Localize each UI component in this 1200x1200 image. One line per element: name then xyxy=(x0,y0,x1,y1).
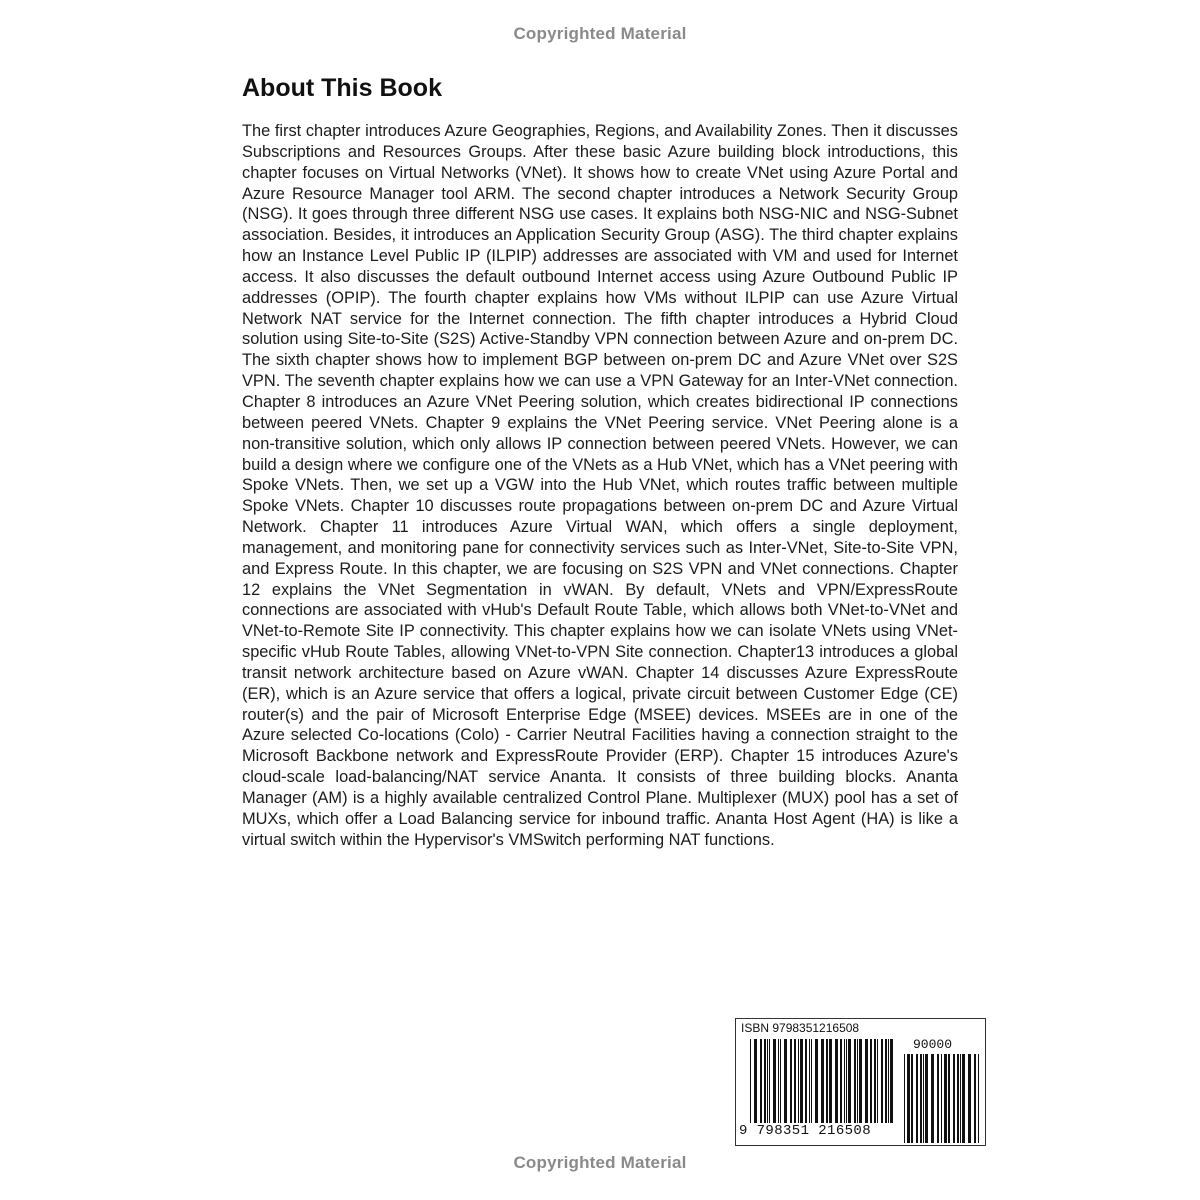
barcode-bar-2 xyxy=(911,1054,913,1143)
barcode-bar-25 xyxy=(848,1039,851,1134)
barcode-bar-31 xyxy=(874,1039,876,1134)
barcode-bar-34 xyxy=(885,1039,887,1134)
barcode-bar-7 xyxy=(931,1054,934,1143)
barcode-bar-3 xyxy=(764,1039,766,1134)
barcode-bar-5 xyxy=(923,1054,924,1143)
barcode-bar-13 xyxy=(800,1039,803,1134)
barcode-bar-7 xyxy=(778,1039,779,1134)
barcode-bar-24 xyxy=(846,1039,847,1134)
barcode-bar-15 xyxy=(809,1039,810,1134)
barcode-bar-4 xyxy=(767,1039,768,1134)
barcode-bar-9 xyxy=(941,1054,942,1143)
barcode-bar-19 xyxy=(826,1039,828,1134)
copyright-watermark-bottom: Copyrighted Material xyxy=(513,1153,687,1172)
barcode-bar-36 xyxy=(890,1039,893,1134)
barcode-digits: 9 798351 216508 xyxy=(739,1123,899,1139)
barcode-bar-28 xyxy=(859,1039,862,1134)
barcode-bar-26 xyxy=(854,1039,856,1134)
barcode-bar-3 xyxy=(916,1054,918,1143)
barcode-bar-6 xyxy=(773,1039,776,1134)
barcode-bar-33 xyxy=(881,1039,883,1134)
ean13-barcode-bars xyxy=(750,1039,896,1134)
barcode-bar-21 xyxy=(835,1039,838,1134)
barcode-bar-8 xyxy=(937,1054,939,1143)
barcode-bar-18 xyxy=(821,1039,824,1134)
barcode-bar-2 xyxy=(760,1039,762,1134)
price-code: 90000 xyxy=(913,1037,953,1052)
barcode-bar-32 xyxy=(877,1039,878,1134)
page-title: About This Book xyxy=(242,74,442,102)
barcode-bar-10 xyxy=(790,1039,792,1134)
barcode-bar-1 xyxy=(907,1054,910,1143)
isbn-label: ISBN 9798351216508 xyxy=(741,1021,860,1035)
barcode-bar-14 xyxy=(805,1039,807,1134)
addon-barcode-bars xyxy=(904,1054,980,1143)
copyright-watermark-top: Copyrighted Material xyxy=(513,24,687,43)
barcode-bar-13 xyxy=(957,1054,959,1143)
barcode-bar-29 xyxy=(865,1039,868,1134)
barcode-bar-1 xyxy=(754,1039,757,1134)
barcode-bar-30 xyxy=(870,1039,872,1134)
barcode-bar-23 xyxy=(844,1039,845,1134)
barcode-bar-4 xyxy=(920,1054,922,1143)
barcode-bar-8 xyxy=(780,1039,781,1134)
barcode-bar-10 xyxy=(944,1054,947,1143)
barcode-bar-18 xyxy=(978,1054,979,1143)
barcode-bar-14 xyxy=(960,1054,961,1143)
barcode-bar-12 xyxy=(953,1054,955,1143)
barcode-bar-5 xyxy=(769,1039,770,1134)
barcode-bar-6 xyxy=(925,1054,928,1143)
barcode-bar-35 xyxy=(888,1039,889,1134)
barcode-bar-22 xyxy=(840,1039,842,1134)
barcode-bar-17 xyxy=(815,1039,818,1134)
book-description: The first chapter introduces Azure Geographies, Regions, and Availability Zones. Then it discusses Subscriptions and Resources Groups. After these basic Azure building block introductions, this chapter focuses on Virtual Networks (VNet). It shows how to create VNet using Azure Portal and Azure Resource Manager tool ARM. The second chapter introduces a Network Security Group (NSG). It goes through three different NSG use cases. It explains both NSG-NIC and NSG-Subnet association. Besides, it introduces an Application Security Group (ASG). The third chapter explains how an Instance Level Public IP (ILPIP) addresses are associated with VM and used for Internet access. It also discusses the default outbound Internet access using Azure Outbound Public IP addresses (OPIP). The fourth chapter explains how VMs without ILPIP can use Azure Virtual Network NAT service for the Internet connection. The fifth chapter introduces a Hybrid Cloud solution using Site-to-Site (S2S) Active-Standby VPN connection between Azure and on-prem DC. The sixth chapter shows how to implement BGP between on-prem DC and Azure VNet over S2S VPN. The seventh chapter explains how we can use a VPN Gateway for an Inter-VNet connection. Chapter 8 introduces an Azure VNet Peering solution, which creates bidirectional IP connections between peered VNets. Chapter 9 explains the VNet Peering service. VNet Peering alone is a non-transitive solution, which only allows IP connection between peered VNets. However, we can build a design where we configure one of the VNets as a Hub VNet, which has a VNet peering with Spoke VNets. Then, we set up a VGW into the Hub VNet, which routes traffic between multiple Spoke VNets. Chapter 10 discusses route propagations between on-prem DC and Azure Virtual Network. Chapter 11 introduces Azure Virtual WAN, which offers a single deployment, management, and monitoring pane for connectivity services such as Inter-VNet, Site-to-Site VPN, and Express Route. In this chapter, we are focusing on S2S VPN and VNet connections. Chapter 12 explains the VNet Segmentation in vWAN. By default, VNets and VPN/ExpressRoute connections are associated with vHub's Default Route Table, which allows both VNet-to-VNet and VNet-to-Remote Site IP connectivity. This chapter explains how we can isolate VNets using VNet-specific vHub Route Tables, allowing VNet-to-VPN Site connection. Chapter13 introduces a global transit network architecture based on Azure vWAN. Chapter 14 discusses Azure ExpressRoute (ER), which is an Azure service that offers a logical, private circuit between Customer Edge (CE) router(s) and the pair of Microsoft Enterprise Edge (MSEE) devices. MSEEs are in one of the Azure selected Co-locations (Colo) - Carrier Neutral Facilities having a connection straight to the Microsoft Backbone network and ExpressRoute Provider (ERP). Chapter 15 introduces Azure's cloud-scale load-balancing/NAT service Ananta. It consists of three building blocks. Ananta Manager (AM) is a highly available centralized Control Plane. Multiplexer (MUX) pool has a set of MUXs, which offer a Load Balancing service for inbound traffic. Ananta Host Agent (HA) is like a virtual switch within the Hypervisor's VMSwitch performing NAT functions. xyxy=(242,122,958,849)
isbn-barcode xyxy=(735,1018,986,1146)
barcode-bar-15 xyxy=(962,1054,965,1143)
barcode-bar-16 xyxy=(968,1054,971,1143)
barcode-bar-11 xyxy=(948,1054,950,1143)
barcode-bar-20 xyxy=(829,1039,832,1134)
barcode-bar-11 xyxy=(794,1039,796,1134)
barcode-bar-27 xyxy=(857,1039,858,1134)
barcode-bar-16 xyxy=(811,1039,812,1134)
barcode-bar-0 xyxy=(904,1054,905,1143)
barcode-bar-17 xyxy=(974,1054,976,1143)
barcode-bar-9 xyxy=(784,1039,787,1134)
barcode-bar-0 xyxy=(750,1039,751,1134)
barcode-bar-12 xyxy=(798,1039,799,1134)
